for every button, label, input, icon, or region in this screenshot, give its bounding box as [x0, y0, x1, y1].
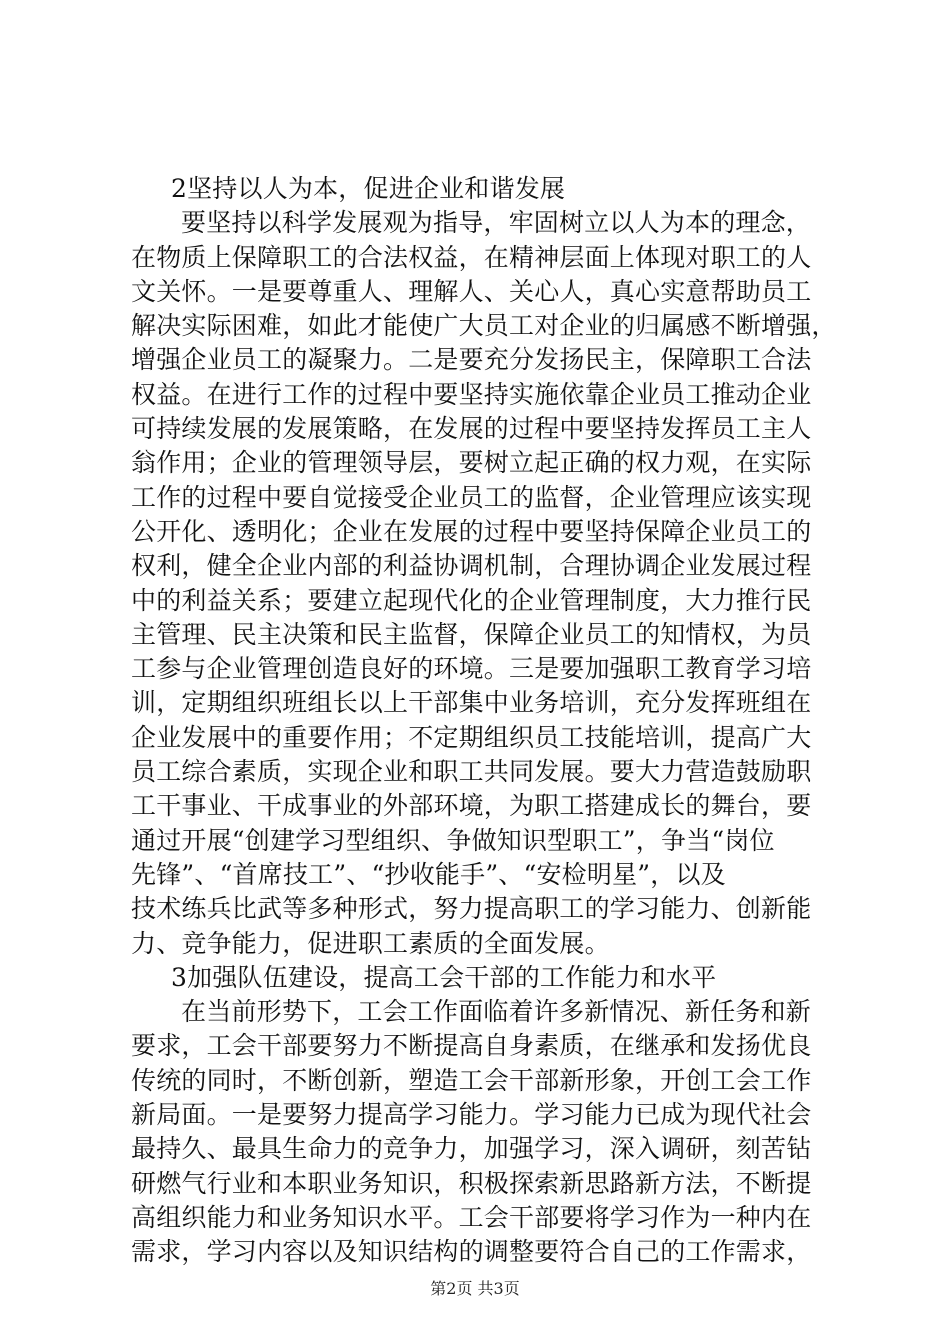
text-line: 权利，健全企业内部的利益协调机制，合理协调企业发展过程	[131, 551, 812, 581]
paragraph-body-2	[131, 206, 837, 961]
text-line: 在物质上保障职工的合法权益，在精神层面上体现对职工的人	[131, 242, 812, 272]
text-line: 先锋”、“首席技工”、“抄收能手”、“安检明星”，以及	[131, 859, 726, 889]
text-line: 要坚持以科学发展观为指导，牢固树立以人为本的理念，	[181, 208, 812, 238]
text-line: 可持续发展的发展策略，在发展的过程中要坚持发挥员工主人	[131, 414, 812, 444]
text-line: 翁作用；企业的管理领导层，要树立起正确的权力观，在实际	[131, 448, 812, 478]
text-line: 企业发展中的重要作用；不定期组织员工技能培训，提高广大	[131, 722, 812, 752]
text-line: 权益。在进行工作的过程中要坚持实施依靠企业员工推动企业	[131, 379, 812, 409]
text-line: 工作的过程中要自觉接受企业员工的监督，企业管理应该实现	[131, 482, 812, 512]
text-line: 工参与企业管理创造良好的环境。三是要加强职工教育学习培	[131, 654, 812, 684]
text-line: 要求，工会干部要努力不断提高自身素质，在继承和发扬优良	[131, 1031, 812, 1061]
text-line: 公开化、透明化；企业在发展的过程中要坚持保障企业员工的	[131, 516, 812, 546]
paragraph-heading-2	[131, 172, 821, 206]
text-line: 在当前形势下，工会工作面临着许多新情况、新任务和新	[181, 997, 812, 1027]
text-line: 技术练兵比武等多种形式，努力提高职工的学习能力、创新能	[131, 894, 812, 924]
text-line: 新局面。一是要努力提高学习能力。学习能力已成为现代社会	[131, 1100, 812, 1130]
text-line: 通过开展“创建学习型组织、争做知识型职工”，争当“岗位	[131, 825, 775, 855]
text-line: 增强企业员工的凝聚力。二是要充分发扬民主，保障职工合法	[131, 345, 812, 375]
text-line: 训，定期组织班组长以上干部集中业务培训，充分发挥班组在	[131, 688, 812, 718]
paragraph-heading-3	[131, 961, 821, 995]
page-number: 第2页 共3页	[430, 1279, 520, 1298]
text-line: 力、竞争能力，促进职工素质的全面发展。	[131, 928, 610, 958]
text-line: 需求，学习内容以及知识结构的调整要符合自己的工作需求，	[131, 1237, 812, 1267]
text-line: 研燃气行业和本职业务知识，积极探索新思路新方法，不断提	[131, 1168, 812, 1198]
text-line: 文关怀。一是要尊重人、理解人、关心人，真心实意帮助员工	[131, 276, 812, 306]
text-line: 最持久、最具生命力的竞争力，加强学习，深入调研，刻苦钻	[131, 1134, 812, 1164]
text-line: 员工综合素质，实现企业和职工共同发展。要大力营造鼓励职	[131, 757, 812, 787]
text-line: 解决实际困难，如此才能使广大员工对企业的归属感不断增强，	[131, 311, 837, 341]
document-body	[131, 172, 837, 1270]
text-line: 主管理、民主决策和民主监督，保障企业员工的知情权，为员	[131, 619, 812, 649]
paragraph-body-3	[131, 995, 821, 1269]
text-line: 中的利益关系；要建立起现代化的企业管理制度，大力推行民	[131, 585, 812, 615]
text-line: 传统的同时，不断创新，塑造工会干部新形象，开创工会工作	[131, 1065, 812, 1095]
page-footer	[0, 1276, 950, 1299]
text-line: 高组织能力和业务知识水平。工会干部要将学习作为一种内在	[131, 1202, 812, 1232]
text-line: 工干事业、干成事业的外部环境，为职工搭建成长的舞台，要	[131, 791, 812, 821]
section-heading: 3加强队伍建设，提高工会干部的工作能力和水平	[171, 962, 717, 992]
section-heading: 2坚持以人为本，促进企业和谐发展	[171, 174, 566, 203]
